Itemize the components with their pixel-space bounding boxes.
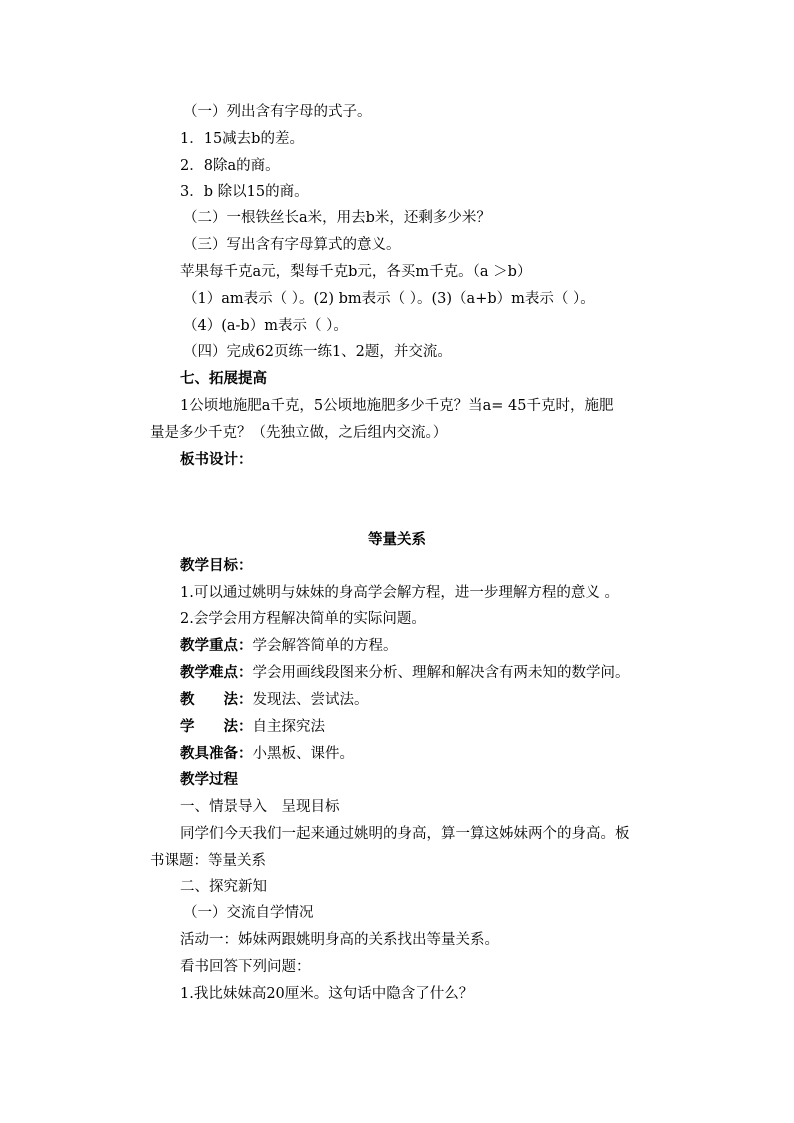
- exercise-1-item-2: 2．8除a的商。: [180, 158, 280, 174]
- lesson-title: 等量关系: [368, 531, 426, 548]
- step-1-heading: 一、情景导入 呈现目标: [180, 799, 340, 815]
- difficulty-row: [180, 663, 794, 683]
- question-1: 1.我比妹妹高20厘米。这句话中隐含了什么？: [180, 986, 474, 1002]
- process-heading: 教学过程: [180, 771, 238, 788]
- key-point-text: 学会解答简单的方程。: [252, 638, 398, 654]
- intro-paragraph-line-1: 同学们今天我们一起来通过姚明的身高，算一算这姊妹两个的身高。板: [180, 826, 630, 842]
- board-design-label: 板书设计：: [180, 451, 253, 468]
- tools-text: 小黑板、课件。: [252, 746, 354, 762]
- exercise-1-heading: （一）列出含有字母的式子。: [183, 104, 372, 120]
- intro-paragraph-line-2: 书课题：等量关系: [150, 853, 266, 869]
- difficulty-label: 教学难点：: [180, 664, 253, 681]
- read-prompt: 看书回答下列问题：: [180, 959, 311, 975]
- key-point-row: [180, 636, 794, 656]
- exercise-3-context: 苹果每千克a元，梨每千克b元，各买m千克。（a ＞b）: [180, 264, 532, 280]
- sub-section-1: （一）交流自学情况: [183, 905, 314, 921]
- activity-1: 活动一：姊妹两跟姚明身高的关系找出等量关系。: [180, 932, 499, 948]
- heading-extension: 七、拓展提高: [180, 370, 267, 387]
- teaching-method-text: 发现法、尝试法。: [252, 692, 369, 708]
- exercise-1-item-1: 1．15减去b的差。: [180, 131, 304, 147]
- step-2-heading: 二、探究新知: [180, 879, 267, 895]
- tools-row: [180, 744, 794, 764]
- exercise-4: （四）完成62页练一练1、2题，并交流。: [183, 344, 452, 360]
- key-point-label: 教学重点：: [180, 637, 253, 654]
- tools-label: 教具准备：: [180, 745, 253, 762]
- learning-method-text: 自主探究法: [252, 719, 325, 735]
- extension-paragraph-line-1: 1公顷地施肥a千克，5公顷地施肥多少千克？当a= 45千克时，施肥: [180, 398, 614, 414]
- exercise-2: （二）一根铁丝长a米，用去b米，还剩多少米？: [183, 210, 491, 226]
- exercise-3-questions-a: （1）am表示（ ）。(2) bm表示（ ）。(3)（a+b）m表示（ ）。: [183, 291, 595, 307]
- goals-heading: 教学目标：: [180, 557, 253, 574]
- goal-1: 1.可以通过姚明与妹妹的身高学会解方程，进一步理解方程的意义 。: [180, 585, 619, 601]
- goal-2: 2.会学会用方程解决简单的实际问题。: [180, 611, 426, 627]
- exercise-3-questions-b: （4）(a-b）m表示（ ）。: [183, 318, 348, 334]
- teaching-method-label: 教 法：: [180, 691, 253, 708]
- difficulty-text: 学会用画线段图来分析、理解和解决含有两未知的数学问。: [252, 665, 630, 681]
- learning-method-row: [180, 717, 794, 737]
- exercise-1-item-3: 3．b 除以15的商。: [180, 184, 309, 200]
- exercise-3-heading: （三）写出含有字母算式的意义。: [183, 237, 401, 253]
- learning-method-label: 学 法：: [180, 718, 253, 735]
- extension-paragraph-line-2: 量是多少千克？（先独立做，之后组内交流。）: [150, 425, 448, 441]
- teaching-method-row: [180, 690, 794, 710]
